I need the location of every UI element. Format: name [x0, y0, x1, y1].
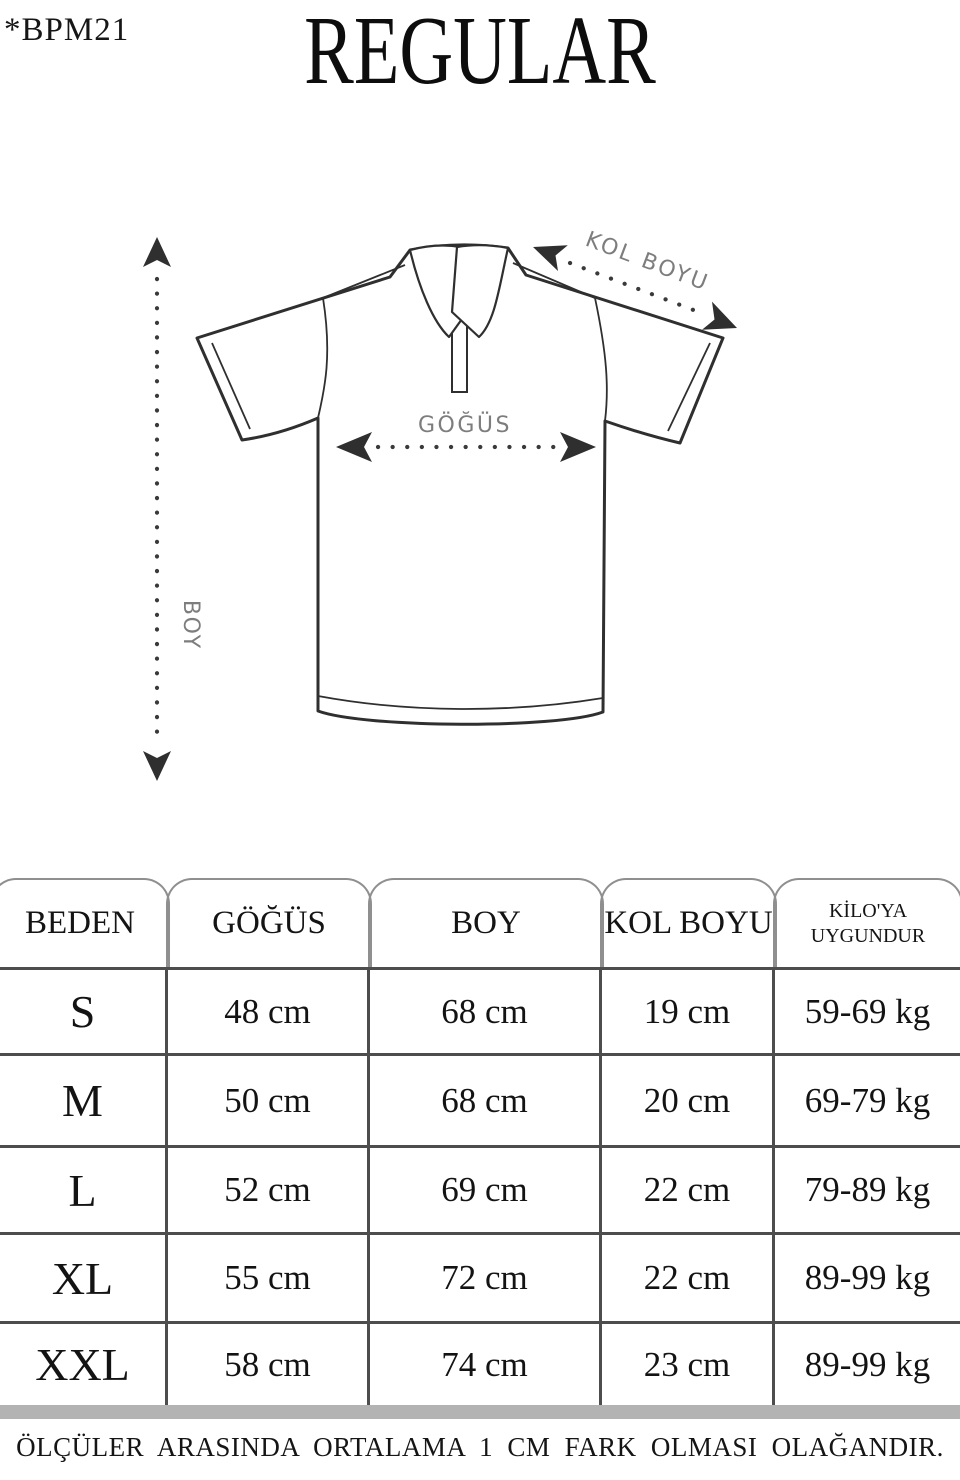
cell-chest: 52 cm: [168, 1148, 370, 1235]
cell-sleeve: 22 cm: [602, 1235, 775, 1324]
cell-sleeve: 23 cm: [602, 1324, 775, 1405]
column-header-boy: [370, 876, 602, 970]
length-arrow-down: [143, 751, 171, 781]
cell-chest: 58 cm: [168, 1324, 370, 1405]
column-header-label: [811, 899, 925, 949]
cell-size: XXL: [0, 1324, 168, 1405]
chest-measure-label: GÖĞÜS: [418, 413, 512, 438]
column-header-beden: [0, 876, 168, 970]
page-title: REGULAR: [304, 0, 656, 105]
header-tab: [0, 878, 170, 967]
cell-size: M: [0, 1056, 168, 1148]
cell-length: 69 cm: [370, 1148, 602, 1235]
column-header-kiloya-uygundur: [775, 876, 960, 970]
cell-weight: 79-89 kg: [775, 1148, 960, 1235]
cell-weight: 89-99 kg: [804, 1344, 931, 1384]
cell-size: XL: [0, 1235, 168, 1324]
cell-length: 68 cm: [370, 1056, 602, 1148]
cell-size: L: [0, 1148, 168, 1235]
column-header-gogus: [168, 876, 370, 970]
column-header-label: KOL BOYU: [604, 905, 773, 941]
cell-chest: 55 cm: [168, 1235, 370, 1324]
cell-sleeve: 20 cm: [602, 1056, 775, 1148]
polo-shirt-drawing: [120, 225, 780, 805]
polo-shirt-diagram: [120, 225, 780, 805]
sleeve-arrow-left: [533, 245, 568, 271]
header-tab: [166, 878, 372, 967]
header-tab: [773, 878, 960, 967]
column-header-label: BEDEN: [25, 905, 135, 941]
product-code: *BPM21: [4, 12, 130, 48]
table-bottom-bar: [0, 1405, 960, 1419]
column-header-label: GÖĞÜS: [212, 905, 326, 941]
sleeve-arrow-right: [702, 302, 737, 330]
cell-weight: 69-79 kg: [775, 1056, 960, 1148]
cell-length: 74 cm: [370, 1324, 602, 1405]
cell-sleeve: 22 cm: [602, 1148, 775, 1235]
weight-header-line1: KİLO'YA: [828, 899, 908, 922]
sleeve-measure-label: KOL BOYU: [582, 227, 713, 297]
cell-weight: 89-99 kg: [775, 1235, 960, 1324]
cell-sleeve: 19 cm: [602, 970, 775, 1056]
header-tab: [368, 878, 604, 967]
length-measure-label: BOY: [178, 599, 203, 651]
length-arrow-up: [143, 237, 171, 267]
cell-size: S: [0, 970, 168, 1056]
size-table: [0, 876, 960, 1405]
cell-weight: 59-69 kg: [775, 970, 960, 1056]
header-tab: [600, 878, 777, 967]
cell-chest: 50 cm: [168, 1056, 370, 1148]
cell-length: 68 cm: [370, 970, 602, 1056]
weight-header-line2: UYGUNDUR: [810, 924, 926, 947]
column-header-kol-boyu: [602, 876, 775, 970]
tolerance-note: ÖLÇÜLER ARASINDA ORTALAMA 1 CM FARK OLMASI OLAĞANDIR.: [16, 1432, 944, 1462]
column-header-label: BOY: [451, 905, 521, 941]
cell-chest: 48 cm: [168, 970, 370, 1056]
cell-length: 72 cm: [370, 1235, 602, 1324]
